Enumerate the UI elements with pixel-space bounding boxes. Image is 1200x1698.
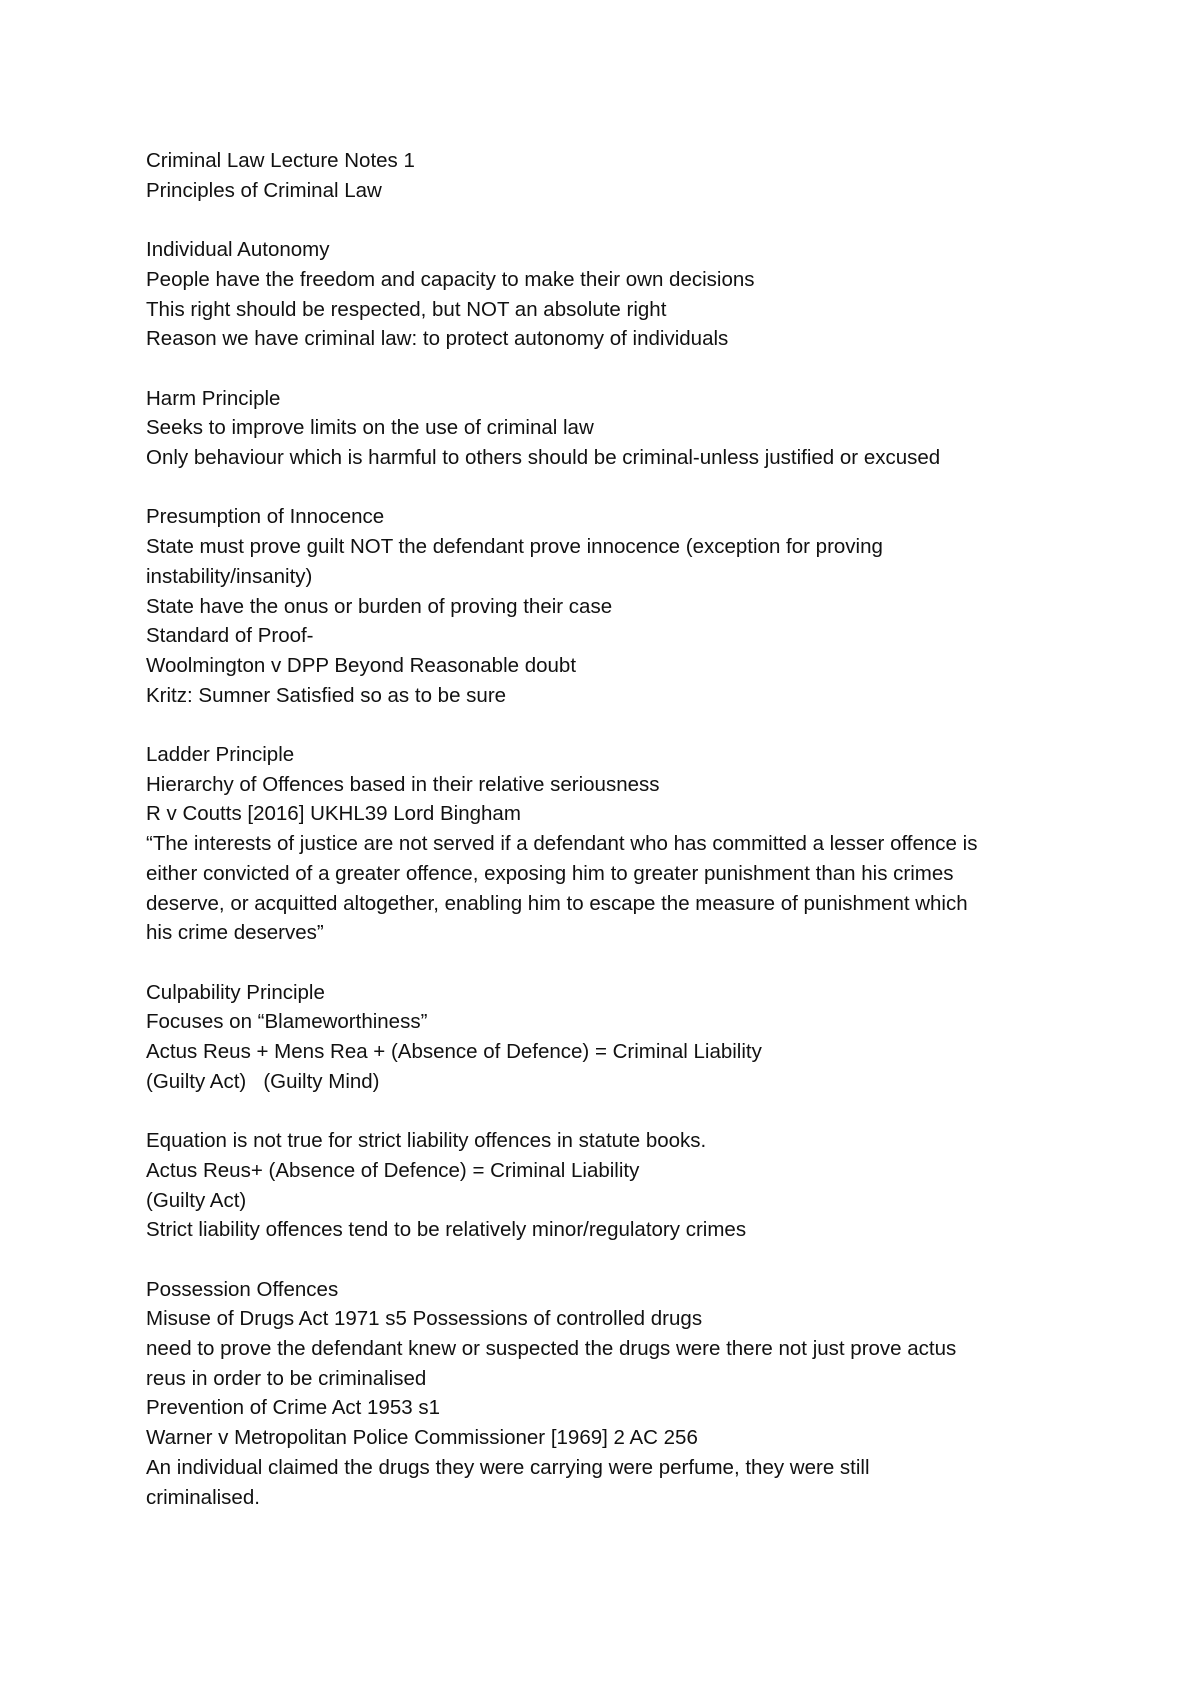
text-line: Equation is not true for strict liability offences in statute books. [146, 1129, 707, 1153]
text-line: reus in order to be criminalised [146, 1366, 427, 1390]
equation-annotation: (Guilty Act) [146, 1188, 247, 1212]
section-strict-liability [146, 1126, 1146, 1245]
text-line: People have the freedom and capacity to make their own decisions [146, 267, 755, 291]
document-subtitle: Principles of Criminal Law [146, 178, 382, 202]
section-heading: Presumption of Innocence [146, 505, 385, 529]
text-line: Hierarchy of Offences based in their relative seriousness [146, 772, 660, 796]
paragraph-gap [146, 205, 1146, 235]
text-line: State must prove guilt NOT the defendant prove innocence (exception for proving [146, 535, 883, 559]
paragraph-gap [146, 1245, 1146, 1275]
text-line: Focuses on “Blameworthiness” [146, 1010, 428, 1034]
section-presumption-of-innocence [146, 502, 1146, 710]
equation-line: Actus Reus + Mens Rea + (Absence of Defence) = Criminal Liability [146, 1040, 762, 1064]
paragraph-gap [146, 710, 1146, 740]
quote-line: deserve, or acquitted altogether, enabling him to escape the measure of punishment which [146, 891, 968, 915]
section-harm-principle [146, 384, 1146, 473]
text-line: An individual claimed the drugs they were carrying were perfume, they were still [146, 1455, 870, 1479]
section-heading: Individual Autonomy [146, 238, 330, 262]
text-line: criminalised. [146, 1485, 260, 1509]
text-line: Woolmington v DPP Beyond Reasonable doubt [146, 653, 577, 677]
section-individual-autonomy [146, 235, 1146, 354]
quote-line: “The interests of justice are not served if a defendant who has committed a lesser offence is [146, 832, 978, 856]
paragraph-gap [146, 948, 1146, 978]
quote-line: his crime deserves” [146, 921, 324, 945]
text-line: Misuse of Drugs Act 1971 s5 Possessions of controlled drugs [146, 1307, 703, 1331]
text-line: Warner v Metropolitan Police Commissioner [1969] 2 AC 256 [146, 1426, 698, 1450]
section-ladder-principle [146, 740, 1146, 948]
text-line: need to prove the defendant knew or suspected the drugs were there not just prove actus [146, 1337, 957, 1361]
paragraph-gap [146, 473, 1146, 503]
paragraph-gap [146, 1096, 1146, 1126]
text-line: Kritz: Sumner Satisfied so as to be sure [146, 683, 507, 707]
text-line: This right should be respected, but NOT an absolute right [146, 297, 667, 321]
equation-annotation: (Guilty Act) (Guilty Mind) [146, 1069, 380, 1093]
text-line: State have the onus or burden of proving their case [146, 594, 613, 618]
text-line: Reason we have criminal law: to protect autonomy of individuals [146, 327, 729, 351]
text-line: instability/insanity) [146, 564, 313, 588]
text-line: Strict liability offences tend to be relatively minor/regulatory crimes [146, 1218, 747, 1242]
section-possession-offences [146, 1275, 1146, 1513]
section-heading: Harm Principle [146, 386, 281, 410]
text-line: R v Coutts [2016] UKHL39 Lord Bingham [146, 802, 521, 826]
section-heading: Ladder Principle [146, 743, 295, 766]
text-line: Standard of Proof- [146, 624, 314, 648]
text-line: Seeks to improve limits on the use of criminal law [146, 416, 594, 440]
text-line: Prevention of Crime Act 1953 s1 [146, 1396, 440, 1420]
document-title: Criminal Law Lecture Notes 1 [146, 149, 415, 172]
section-culpability-principle [146, 978, 1146, 1097]
section-heading: Possession Offences [146, 1277, 339, 1301]
document-page [146, 146, 1146, 1512]
text-line: Only behaviour which is harmful to others should be criminal-unless justified or excused [146, 446, 941, 469]
quote-line: either convicted of a greater offence, exposing him to greater punishment than his crimes [146, 861, 954, 885]
section-heading: Culpability Principle [146, 980, 325, 1004]
equation-line: Actus Reus+ (Absence of Defence) = Criminal Liability [146, 1158, 640, 1182]
paragraph-gap [146, 354, 1146, 384]
